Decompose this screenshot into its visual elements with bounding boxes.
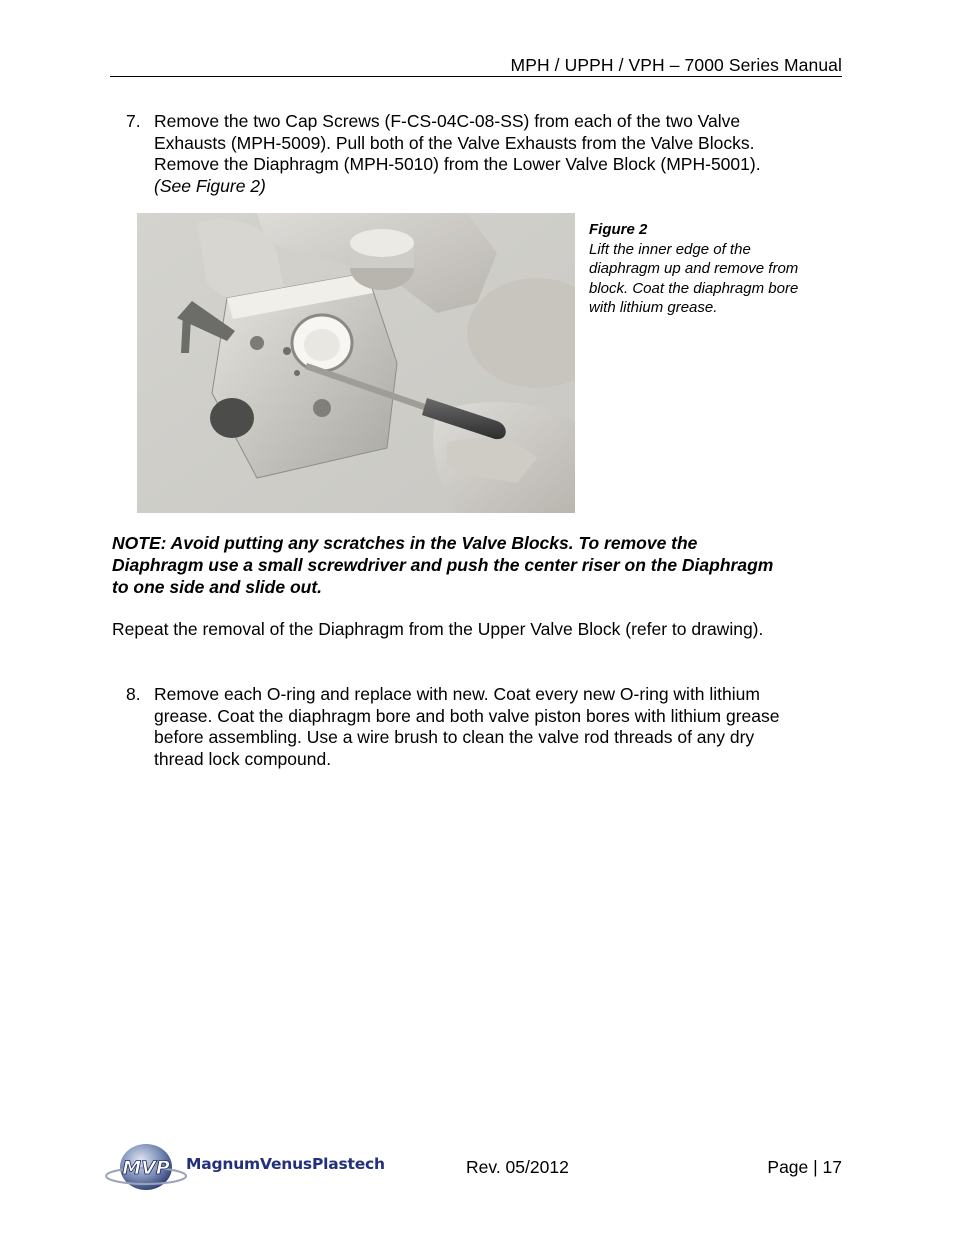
note-block (112, 532, 842, 598)
caption-line: block. Coat the diaphragm bore (589, 279, 799, 297)
figure-reference: (See Figure 2) (154, 175, 266, 196)
header-title: MPH / UPPH / VPH – 7000 Series Manual (510, 55, 842, 75)
step-line: Exhausts (MPH-5009). Pull both of the Valve Exhausts from the Valve Blocks. (154, 132, 755, 153)
step-line: Remove each O-ring and replace with new. Coat every new O-ring with lithium (154, 684, 760, 704)
step-number: 8. (126, 684, 141, 704)
step-line: grease. Coat the diaphragm bore and both valve piston bores with lithium grease (154, 705, 780, 726)
step-7 (126, 111, 826, 197)
step-text (154, 111, 826, 197)
step-line: Remove the two Cap Screws (F-CS-04C-08-SS) from each of the two Valve (154, 111, 741, 131)
logo-wordmark: MagnumVenusPlastech (186, 1155, 385, 1173)
caption-line: with lithium grease. (589, 299, 718, 316)
step-number: 7. (126, 111, 141, 131)
page-number: Page | 17 (767, 1157, 842, 1177)
revision-date: Rev. 05/2012 (466, 1157, 569, 1177)
step-line: Remove the Diaphragm (MPH-5010) from the Lower Valve Block (MPH-5001). (154, 154, 761, 174)
step-line: before assembling. Use a wire brush to clean the valve rod threads of any dry (154, 727, 755, 747)
note-line: to one side and slide out. (112, 577, 323, 597)
caption-line: Lift the inner edge of the (589, 240, 751, 258)
note-line: Diaphragm use a small screwdriver and push the center riser on the Diaphragm (112, 555, 774, 575)
figure-2-photo (137, 213, 575, 513)
svg-text:MVP: MVP (122, 1157, 170, 1179)
step-line: thread lock compound. (154, 748, 332, 769)
step-text (154, 684, 826, 770)
step-8 (126, 684, 826, 770)
caption-line: diaphragm up and remove from (589, 260, 799, 277)
figure-caption (589, 220, 839, 318)
globe-logo-icon (104, 1140, 188, 1192)
figure-title: Figure 2 (589, 221, 648, 238)
repeat-paragraph: Repeat the removal of the Diaphragm from the Upper Valve Block (refer to drawing). (112, 619, 764, 639)
note-line: NOTE: Avoid putting any scratches in the Valve Blocks. To remove the (112, 533, 698, 553)
company-logo (104, 1140, 394, 1192)
header-divider (110, 76, 842, 77)
